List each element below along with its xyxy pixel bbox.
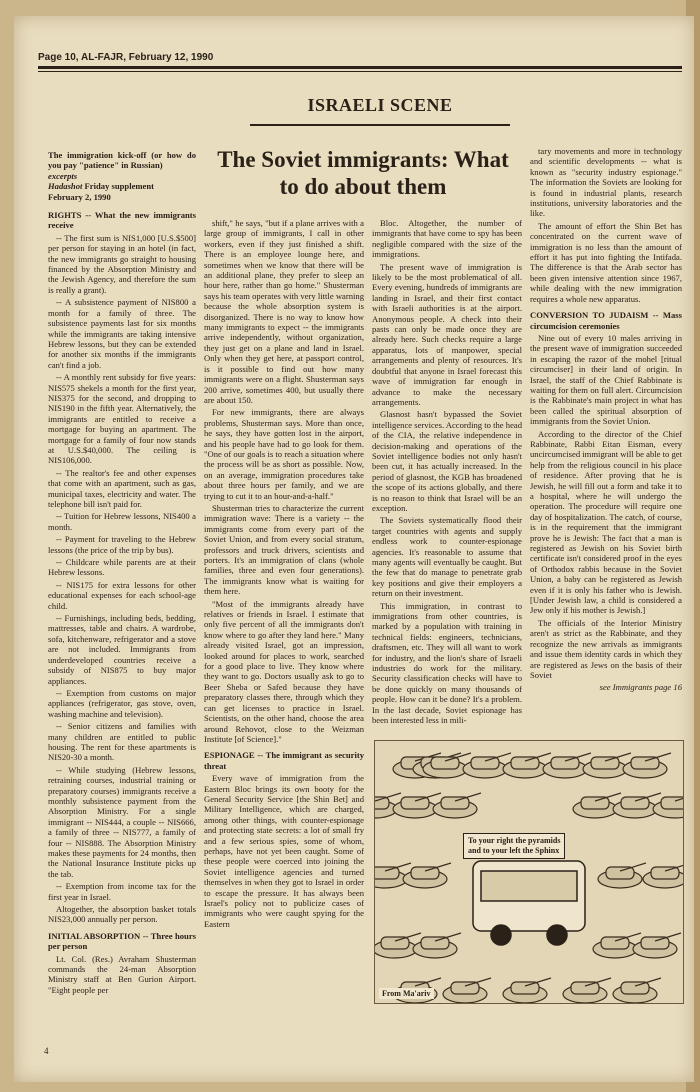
paragraph: Nine out of every 10 males arriving in the present wave of immigration succeeded in escaping the razor of the mohel [ritual circumciser] in their land of origin. In Israel, the staff of the Chief Rabbinate is waiting for them on full alert. Circumcision is the Rabbinate's main project in what has been called the spiritual absorption of immigrants from the Soviet Union.	[530, 332, 682, 427]
column-4-body	[530, 146, 682, 693]
intro-date: February 2, 1990	[48, 191, 111, 202]
intro-line-1: The immigration kick-off (or how do you pay "patience" in Russian)	[48, 150, 196, 171]
paragraph: According to the director of the Chief Rabbinate, Rabbi Eitan Eisman, every uncircumcised immigrant will be able to get help from the religious council in his place of residence. After proving that he is Jewish, he will fill out a form and take it to a hospital, where he will undergo the operation. The procedure will require one day of hospitalization. The catch, of course, is in the requirement that the immigrant prove he is Jewish: The fact that a man is registered as Jewish on his Soviet birth certificate isn't considered proof in the eyes of Orthodox rabbis because in the Soviet Union, a baby can be registered as Jewish even if it is only his father who is Jewish. [Under Jewish law, a child is considered a Jew only if his mother is Jewish.]	[530, 428, 682, 616]
paragraph: Shusterman tries to characterize the current immigration wave: There is a variety -- the immigrants come from every part of the Soviet Union, and from every social stratum, professors and truck drivers, scientists and porters. It's an immigration of clans (whole families, three and even four generations). The immigrants know what is waiting for them here.	[204, 502, 364, 597]
section-title: ISRAELI SCENE	[307, 95, 453, 115]
paragraph: -- The first sum is NIS1,000 [U.S.$500] per person for staying in an hotel (in fact, the new immigrants go straight to housing financed by the Absorption Ministry and the Jewish Agency, and therefore the sum is really a grant).	[48, 232, 196, 295]
tank-cartoon-illustration	[375, 741, 683, 1003]
intro-line-2	[48, 171, 196, 181]
intro-source-suffix: Friday supplement	[82, 181, 155, 192]
running-head: Page 10, AL-FAJR, February 12, 1990	[38, 52, 214, 63]
paragraph: -- A subsistence payment of NIS800 a month for a family of three. The subsistence payments last for six months while the immigrants are taking intensive Hebrew lessons, but they can be extended for another six months if the immigrants can't find a job.	[48, 297, 196, 370]
subhead: INITIAL ABSORPTION -- Three hours per person	[48, 930, 196, 952]
paragraph: -- The realtor's fee and other expenses that come with an apartment, such as gas, municipal taxes, electricity and water. The telephone bill isn't paid for.	[48, 467, 196, 509]
header-rule-thick	[38, 66, 682, 69]
paragraph: Altogether, the absorption basket totals NIS23,000 annually per person.	[48, 904, 196, 925]
paragraph: Every wave of immigration from the Eastern Bloc brings its own booty for the General Security Service [the Shin Bet] and Military Intelligence, which are charged, among other things, with counter-espionage and protecting state secrets: a lot of small fry and a few serious spies, some of whom, perhaps, have not yet been caught. Some of these people were coerced into joining the Soviet intelligence agencies and turned themselves in when they got to Israel in order to escape the pressure. It has always been Israel's policy not to publicize cases of immigrants who were caught spying for the Eastern	[204, 773, 364, 929]
paragraph: -- Exemption from customs on major appliances (refrigerator, gas stove, oven, washing machine and television).	[48, 687, 196, 719]
paragraph: Glasnost hasn't bypassed the Soviet intelligence services. According to the head of the CIA, the relative independence in decision-making and operations of the Soviet intelligence bodies not only hasn't been cut, it has actually increased. In the period of glasnost, the KGB has broadened the scope of its actions globally, and there is no reason to think that Israel will be an exception.	[372, 409, 522, 513]
paragraph: -- While studying (Hebrew lessons, retraining courses, industrial training or preparatory courses) immigrants receive a monthly subsistence payment from the Absorption Ministry. For a single immigrant -- NIS444, a couple -- NIS666, a family of three -- NIS777, a family of four -- NIS888. The Absorption Ministry makes these payments for 24 months, then the National Insurance Institute picks up the tab.	[48, 764, 196, 879]
column-3	[372, 218, 522, 738]
paragraph: -- Exemption from income tax for the first year in Israel.	[48, 881, 196, 902]
subhead: ESPIONAGE -- The immigrant as security threat	[204, 750, 364, 771]
paragraph: -- Furnishings, including beds, bedding, mattresses, table and chairs. A wardrobe, sofa, kitchenware, refrigerator and a stove are not included. Immigrants from underdeveloped countries receive a subsidy of NIS875 to buy major appliances.	[48, 613, 196, 686]
paragraph: The amount of effort the Shin Bet has concentrated on the current wave of immigration is no less than the amount of effort it has put into fighting the Intifada. The difference is that the Arab sector has been given intensive attention since 1967, while dealing with the new immigration requires a whole new apparatus.	[530, 220, 682, 304]
paragraph: -- Senior citizens and families with many children are entitled to public housing. The rent for these apartments is NIS20-30 a month.	[48, 721, 196, 763]
paragraph: tary movements and more in technology and scientific developments -- what is known as "security industry espionage." The information the Soviets are looking for is found in industrial plants, research institutions, university laboratories and the like.	[530, 146, 682, 219]
paragraph: For new immigrants, there are always problems, Shusterman says. More than once, he says, they have gotten lost in the airport, and his people have had to go look for them. "One of our goals is to reach a situation where the process will be as short as possible. Now, on an average, immigration procedures take about three hours per family, and we are trying to cut it to an hour-and-a-half."	[204, 407, 364, 501]
header-rule-thin	[38, 71, 682, 72]
paragraph: The Soviets systematically flood their target countries with agents and supply endless work to counter-espionage agencies. It's reasonable to assume that many agents will eventually be caught. But the few that do manage to penetrate grab key positions and give their employers a return on their investment.	[372, 515, 522, 599]
cartoon	[374, 740, 684, 1004]
column-2	[204, 218, 364, 1073]
intro-block	[48, 150, 196, 202]
cartoon-caption	[463, 833, 565, 859]
cartoon-credit: From Ma'ariv	[379, 988, 434, 999]
paragraph: shift," he says, "but if a plane arrives with a large group of immigrants, I call in other workers, even if they just finished a shift. There is an employee lounge here, and sometimes when we know that there will be an additional plane, they prefer to sleep an hour here, rather than go home." Shusterman says his team operates with very little warning because the whole absorption system is disorganized. There is no way to know how many immigrants to expect -- the immigrants arrive independently, without organization, they just get on a plane and land in Israel. Only when they get here, at passport control, is it possible to find out how many immigrants were on a flight. Shusterman says 200 arrive, sometimes 400, but usually there are about 150.	[204, 218, 364, 405]
column-1	[48, 150, 196, 1055]
page-mark: 4	[44, 1046, 49, 1056]
paragraph: The officials of the Interior Ministry aren't as strict as the Rabbinate, and they recognize the new arrivals as immigrants and issue them identity cards in which they are registered as Jews on the basis of their Soviet	[530, 617, 682, 680]
section-rule	[250, 124, 510, 126]
cartoon-caption-line-1: To your right the pyramids	[468, 836, 561, 845]
paragraph: Bloc. Altogether, the number of immigrants that have come to spy has been negligible compared with the size of the immigrations.	[372, 218, 522, 260]
paragraph: Lt. Col. (Res.) Avraham Shusterman commands the 24-man Absorption Ministry staff at Ben Gurion Airport. "Eight people per	[48, 953, 196, 995]
subhead: RIGHTS -- What the new immigrants receive	[48, 210, 196, 231]
cartoon-caption-line-2: and to your left the Sphinx	[468, 846, 560, 855]
article-headline: The Soviet immigrants: What to do about them	[217, 147, 509, 199]
paragraph: -- Childcare while parents are at their Hebrew lessons.	[48, 557, 196, 578]
intro-source-line	[48, 181, 196, 191]
paragraph: The present wave of immigration is likely to be the most problematical of all. Every evening, hundreds of immigrants are landing in Israel, and their first contact with Israeli authorities is at the airport. Anonymous people. A check into their pasts can only be made once they are already here. Such checks require a large apparatus, lots of manpower, special arrangements and plenty of resources. It's doubtful that anyone in Israel forecast this wave of immigration far enough in advance to make the necessary arrangements.	[372, 261, 522, 407]
intro-excerpts: excerpts	[48, 170, 78, 181]
subhead: CONVERSION TO JUDAISM -- Mass circumcision ceremonies	[530, 310, 682, 331]
paragraph: -- NIS175 for extra lessons for other educational expenses for each school-age child.	[48, 579, 196, 611]
continuation-line: see Immigrants page 16	[599, 682, 682, 693]
column-2-body	[204, 218, 364, 929]
column-1-body	[48, 210, 196, 995]
intro-source: Hadashot	[48, 181, 83, 192]
column-4	[530, 146, 682, 738]
paragraph: "Most of the immigrants already have relatives or friends in Israel. I estimate that only five percent of all the immigrants don't know where to go after they land here." Many already visited Israel, got an impression, looked around for places to work, searched for a good place to live. They know where they want to go. Doctors usually ask to go to Beer Sheba or Safed because they have preparatory classes there, through which they can get licenses to practice in Israel. Scientists, on the other hand, choose the area around Rehovot, close to the Weizman Institute [of Science]."	[204, 598, 364, 744]
paragraph: -- Payment for traveling to the Hebrew lessons (the price of the trip by bus).	[48, 534, 196, 555]
column-3-body	[372, 218, 522, 726]
paragraph: -- A monthly rent subsidy for five years: NIS575 shekels a month for the first year, NIS375 for the second, and dropping to NIS190 in the fifth year. Alternatively, the immigrants are entitled to receive a mortgage for buying an apartment. The mortgage for a family of four now stands at U.S.$40,000. The ceiling is NIS106,000.	[48, 372, 196, 466]
paragraph: This immigration, in contrast to immigrations from other countries, is marked by a population with training in technical fields: engineers, technicians, draftsmen, etc. They will all want to work for industry, and the lion's share of Israeli industries do work for the military. Security classification checks will have to be done quickly on many thousands of people. How can it be done? It's a problem. In the last decade, Soviet espionage has been interested less in mili-	[372, 600, 522, 726]
paragraph: -- Tuition for Hebrew lessons, NIS400 a month.	[48, 511, 196, 532]
